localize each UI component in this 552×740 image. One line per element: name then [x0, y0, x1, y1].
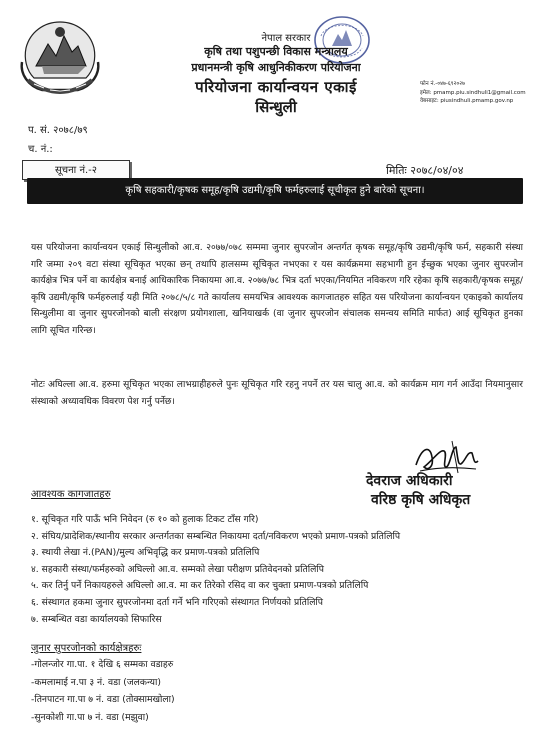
program-name: प्रधानमन्त्री कृषि आधुनिकीकरण परियोजना — [191, 61, 361, 74]
zone-item: -गोलन्जोर गा.पा. १ देखि ६ सम्मका वडाहरु — [31, 659, 174, 670]
fiscal-year-ref: प. सं. २०७८/७९ — [28, 125, 88, 136]
zone-item: -सुनकोशी गा.पा ७ नं. वडा (मझुवा) — [31, 711, 149, 723]
document-item: ७. सम्बन्धित वडा कार्यालयको सिफारिस — [31, 613, 162, 625]
notice-date: मितिः २०७८/०४/०४ — [386, 164, 464, 177]
zone-item: -कमलामाई न.पा ३ नं. वडा (जलकन्या) — [31, 676, 161, 688]
notice-body-paragraph: यस परियोजना कार्यान्वयन एकाई सिन्धुलीको आ.व. २०७७/०७८ सम्ममा जुनार सुपरजोन अन्तर्गत कृषक समूह/कृषि उद्यमी/कृषि फर्म, सहकारी संस्था गरि जम्मा २०९ वटा संस्था सूचिकृत भएका छन् तथापि हालसम्म सूचिकृत नभएका र यस कार्यक्रममा सहभागी हुन ईच्छुक भएका जुनार सुपरजोन कार्यक्षेत्र भित्र पर्ने वा कार्यक्षेत्र बनाई आधिकारिक निकायमा आ.व. २०७७/७८ भित्र दर्ता भएका/नियमित नविकरण गरि रहेका कृषि सहकारी/कृषक समूह/कृषि उद्यमी/कृषि फर्महरुलाई यही मिति २०७८/५/८ गते कार्यालय समयभित्र आवश्यक कागजातहरु सहित यस परियोजना कार्यान्वयन एकाइको कार्यालय सिन्धुलीमा वा जुनार सुपरजोनको बाली संरक्षण प्रयोगशाला, खनियाखर्क (वा जुनार सुपरजोन संचालक समन्वय समिति मार्फत) आई सूचिकृत हुनका लागि सूचित गरिन्छ। — [31, 243, 523, 336]
signatory-title: वरिष्ठ कृषि अधिकृत — [371, 492, 471, 508]
required-documents-list — [31, 512, 400, 628]
document-item: ५. कर तिर्नु पर्ने निकायहरुले अघिल्लो आ.व. मा कर तिरेको रसिद वा कर चुक्ता प्रमाण-पत्रको प्रतिलिपि — [31, 580, 369, 592]
required-documents-heading: आवश्यक कागजातहरु — [31, 489, 111, 500]
document-item: ४. सहकारी संस्था/फर्महरुको अघिल्लो आ.व. सम्मको लेखा परीक्षण प्रतिवेदनको प्रतिलिपि — [31, 563, 324, 575]
superzone-areas-list — [31, 656, 175, 726]
document-item: २. संघिय/प्रादेशिक/स्थानीय सरकार अन्तर्गतका सम्बन्धित निकायमा दर्ता/नविकरण भएको प्रमाण-पत्रको प्रतिलिपि — [31, 530, 401, 542]
document-item: ३. स्थायी लेखा नं.(PAN)/मुल्य अभिवृद्धि कर प्रमाण-पत्रको प्रतिलिपि — [31, 547, 260, 559]
document-item: १. सूचिकृत गरि पाऊँ भनि निवेदन (रु १० को हुलाक टिकट टाँस गरि) — [31, 514, 259, 525]
notice-title-bar: कृषि सहकारी/कृषक समूह/कृषि उद्यमी/कृषि फर्महरुलाई सूचीकृत हुने बारेको सूचना। — [27, 178, 523, 204]
contact-website: वेबसाइट: piusindhuli.pmamp.gov.np — [420, 98, 514, 104]
zone-item: -तिनपाटन गा.पा ७ नं. वडा (तोक्सामखोला) — [31, 694, 175, 706]
document-item: ६. संस्थागत हकमा जुनार सुपरजोनमा दर्ता गर्ने भनि गरिएको संस्थागत निर्णयको प्रतिलिपि — [31, 596, 324, 608]
contact-email: इमेल: pmamp.piu.sindhuli1@gmail.com — [420, 90, 526, 96]
contact-phone: फोन नं.-०४७-६९२०२७ — [420, 81, 465, 87]
unit-name: परियोजना कार्यान्वयन एकाई — [195, 78, 357, 96]
district-name: सिन्धुली — [255, 98, 297, 116]
dispatch-number: च. नं.: — [28, 144, 53, 155]
government-name: नेपाल सरकार — [261, 33, 311, 44]
superzone-areas-heading: जुनार सुपरजोनको कार्यक्षेत्रहरुः — [31, 643, 142, 654]
signatory-name: देवराज अधिकारी — [366, 473, 453, 489]
notice-note: नोटः अघिल्ला आ.व. हरुमा सूचिकृत भएका लाभग्राहीहरुले पुनः सूचिकृत गरि रहनु नपर्ने तर यस चालु आ.व. को कार्यक्रम माग गर्न आउँदा नियमानुसार संस्थाको अध्यावधिक विवरण पेश गर्नु पर्नेछ। — [31, 380, 523, 407]
notice-number-box: सूचना नं.-२ — [22, 160, 130, 180]
ministry-name: कृषि तथा पशुपन्छी विकास मन्त्रालय — [204, 45, 348, 58]
